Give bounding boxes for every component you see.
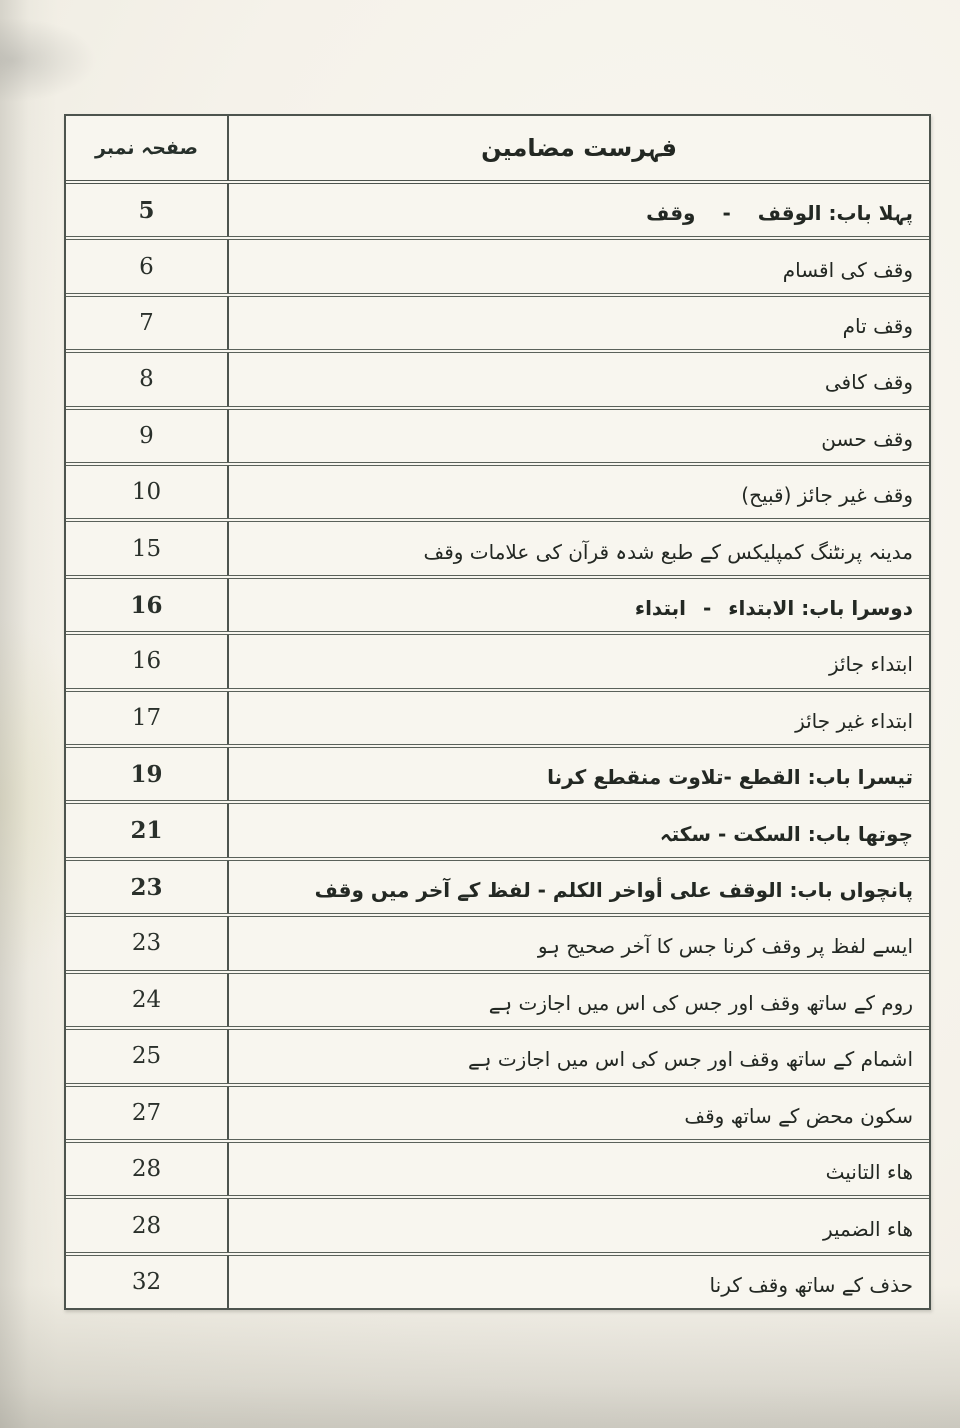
topic-title-cell: وقف حسن — [821, 426, 913, 451]
topic-title-cell: مدینہ پرنٹنگ کمپلیکس کے طبع شدہ قرآن کی علامات وقف — [423, 539, 913, 564]
page-number-cell: 32 — [66, 1256, 229, 1308]
page-number-cell: 24 — [66, 974, 229, 1026]
table-row — [66, 804, 929, 860]
topic-title-cell: ابتداء غیر جائز — [795, 708, 913, 733]
table-row — [66, 692, 929, 748]
table-row — [66, 184, 929, 240]
topic-title-cell: دوسرا باب: الابتداء - ابتداء — [634, 596, 913, 621]
table-row — [66, 917, 929, 973]
table-row — [66, 1143, 929, 1199]
table-row — [66, 353, 929, 409]
topic-title-cell: حذف کے ساتھ وقف کرنا — [709, 1272, 913, 1297]
topic-title-cell: ھاء التانیث — [825, 1160, 913, 1185]
page-number-cell: 21 — [66, 804, 229, 856]
topic-title-cell: وقف کافی — [824, 370, 913, 395]
topic-title-cell: ایسے لفظ پر وقف کرنا جس کا آخر صحیح ہو — [537, 934, 913, 959]
page-number-cell: 19 — [66, 748, 229, 800]
header-page-number-column: صفحہ نمبر — [66, 116, 229, 180]
page-number-cell: 23 — [66, 917, 229, 969]
page-number-cell: 27 — [66, 1087, 229, 1139]
table-row — [66, 240, 929, 296]
topic-title-cell: چوتھا باب: السکت - سکتہ — [659, 821, 913, 846]
table-body — [66, 184, 929, 1308]
table-row — [66, 297, 929, 353]
table-header-row — [66, 116, 929, 184]
table-row — [66, 466, 929, 522]
page-number-cell: 6 — [66, 240, 229, 292]
table-row — [66, 974, 929, 1030]
table-row — [66, 861, 929, 917]
table-row — [66, 522, 929, 578]
table-row — [66, 635, 929, 691]
header-contents-title: فہرست مضامین — [481, 134, 677, 162]
page-number-cell: 28 — [66, 1199, 229, 1251]
page-number-cell: 28 — [66, 1143, 229, 1195]
table-of-contents — [64, 114, 931, 1310]
page-number-cell: 5 — [66, 184, 229, 236]
table-row — [66, 1030, 929, 1086]
page-number-cell: 25 — [66, 1030, 229, 1082]
topic-title-cell: پہلا باب: الوقف - وقف — [646, 201, 913, 226]
page-number-cell: 16 — [66, 635, 229, 687]
topic-title-cell: ھاء الضمیر — [822, 1216, 913, 1241]
page-number-cell: 16 — [66, 579, 229, 631]
table-row — [66, 1087, 929, 1143]
page-number-cell: 8 — [66, 353, 229, 405]
table-row — [66, 579, 929, 635]
page-number-cell: 17 — [66, 692, 229, 744]
topic-title-cell: وقف تام — [842, 314, 913, 339]
topic-title-cell: وقف کی اقسام — [782, 257, 913, 282]
page-number-cell: 23 — [66, 861, 229, 913]
topic-title-cell: اشمام کے ساتھ وقف اور جس کی اس میں اجازت ہے — [468, 1047, 913, 1072]
topic-title-cell: روم کے ساتھ وقف اور جس کی اس میں اجازت ہے — [488, 990, 913, 1015]
table-row — [66, 1256, 929, 1308]
topic-title-cell: ابتداء جائز — [828, 652, 913, 677]
page-number-cell: 9 — [66, 410, 229, 462]
topic-title-cell: پانچواں باب: الوقف علی أواخر الکلم - لفظ کے آخر میں وقف — [314, 878, 913, 903]
topic-title-cell: وقف غیر جائز (قبیح) — [741, 483, 913, 508]
table-row — [66, 1199, 929, 1255]
table-row — [66, 748, 929, 804]
page-number-cell: 7 — [66, 297, 229, 349]
topic-title-cell: تیسرا باب: القطع -تلاوت منقطع کرنا — [547, 765, 913, 790]
table-row — [66, 410, 929, 466]
page-number-cell: 10 — [66, 466, 229, 518]
page-number-cell: 15 — [66, 522, 229, 574]
topic-title-cell: سکون محض کے ساتھ وقف — [684, 1103, 913, 1128]
